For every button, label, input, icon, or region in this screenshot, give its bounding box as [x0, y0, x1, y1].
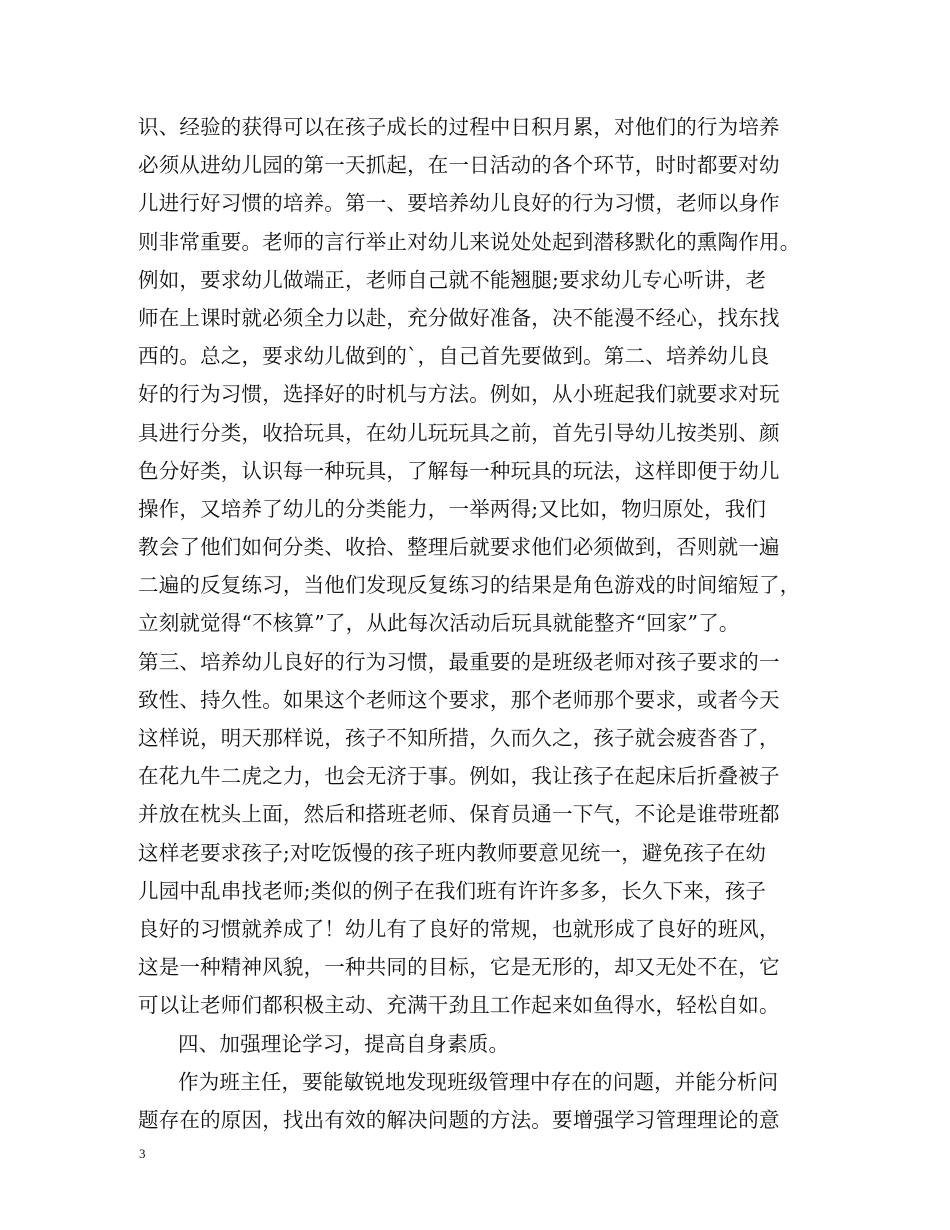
- text-line: 儿园中乱串找老师;类似的例子在我们班有许许多多，长久下来，孩子: [138, 878, 767, 903]
- text-line: 则非常重要。老师的言行举止对幼儿来说处处起到潜移默化的熏陶作用。: [138, 229, 801, 254]
- text-line: 色分好类，认识每一种玩具，了解每一种玩具的玩法，这样即便于幼儿: [138, 458, 780, 483]
- text-line: 作为班主任，要能敏锐地发现班级管理中存在的问题，并能分析问: [178, 1069, 779, 1094]
- text-line: 在花九牛二虎之力，也会无济于事。例如，我让孩子在起床后折叠被子: [138, 764, 780, 789]
- text-line: 例如，要求幼儿做端正，老师自己就不能翘腿;要求幼儿专心听讲，老: [138, 267, 767, 292]
- text-line: 致性、持久性。如果这个老师这个要求，那个老师那个要求，或者今天: [138, 687, 780, 712]
- section-heading: 四、加强理论学习，提高自身素质。: [178, 1031, 510, 1056]
- text-line: 好的行为习惯，选择好的时机与方法。例如，从小班起我们就要求对玩: [138, 382, 780, 407]
- text-line: 这样说，明天那样说，孩子不知所措，久而久之，孩子就会疲沓沓了，: [138, 726, 780, 750]
- text-line: 师在上课时就必须全力以赴，充分做好准备，决不能漫不经心，找东找: [138, 305, 780, 330]
- text-line: 教会了他们如何分类、收拾、整理后就要求他们必须做到，否则就一遍: [138, 535, 780, 560]
- text-line: 识、经验的获得可以在孩子成长的过程中日积月累，对他们的行为培养: [138, 115, 780, 139]
- text-line: 必须从进幼儿园的第一天抓起，在一日活动的各个环节，时时都要对幼: [138, 153, 780, 178]
- text-line: 并放在枕头上面，然后和搭班老师、保育员通一下气，不论是谁带班都: [138, 802, 780, 827]
- text-line: 第三、培养幼儿良好的行为习惯，最重要的是班级老师对孩子要求的一: [138, 649, 780, 674]
- text-line: 西的。总之，要求幼儿做到的`，自己首先要做到。第二、培养幼儿良: [138, 344, 770, 369]
- text-line: 具进行分类，收拾玩具，在幼儿玩玩具之前，首先引导幼儿按类别、颜: [138, 420, 780, 445]
- text-line: 这是一种精神风貌，一种共同的目标，它是无形的，却又无处不在，它: [138, 955, 780, 980]
- body-text: [138, 108, 838, 1139]
- page-number: 3: [139, 1146, 146, 1161]
- text-line: 二遍的反复练习，当他们发现反复练习的结果是角色游戏的时间缩短了，: [138, 573, 801, 598]
- text-line: 操作，又培养了幼儿的分类能力，一举两得;又比如，物归原处，我们: [138, 496, 767, 521]
- text-line: 立刻就觉得“不核算”了，从此每次活动后玩具就能整齐“回家”了。: [138, 611, 740, 636]
- text-line: 题存在的原因，找出有效的解决问题的方法。要增强学习管理理论的意: [138, 1107, 780, 1132]
- text-line: 这样老要求孩子;对吃饭慢的孩子班内教师要意见统一，避免孩子在幼: [138, 840, 767, 865]
- text-line: 儿进行好习惯的培养。第一、要培养幼儿良好的行为习惯，老师以身作: [138, 191, 780, 216]
- text-line: 良好的习惯就养成了！幼儿有了良好的常规，也就形成了良好的班风，: [138, 916, 780, 941]
- text-line: 可以让老师们都积极主动、充满干劲且工作起来如鱼得水，轻松自如。: [138, 993, 780, 1018]
